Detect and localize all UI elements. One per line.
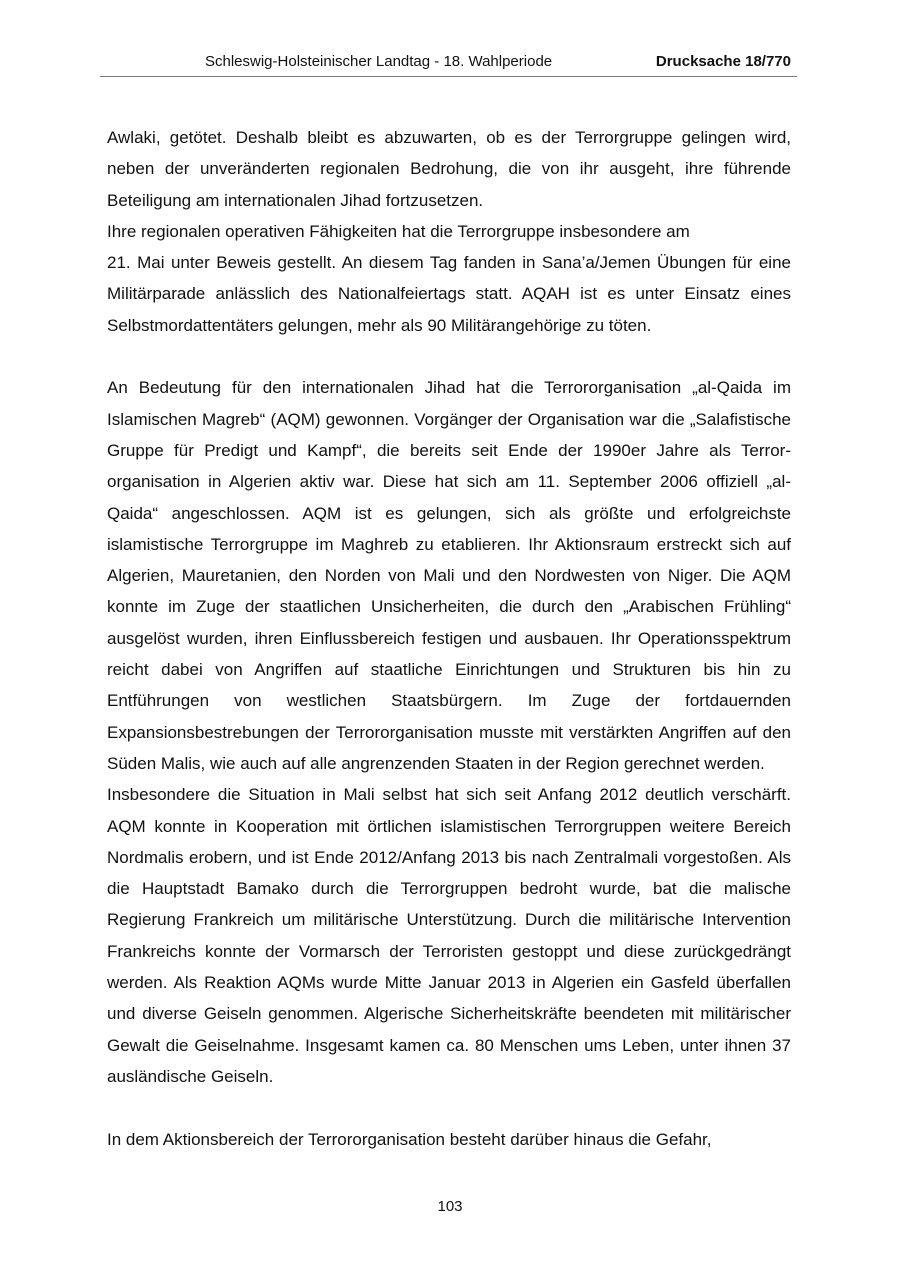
document-number: Drucksache 18/770	[655, 53, 791, 70]
paragraph-aqm: An Bedeutung für den internationalen Jihad hat die Terrororganisation „al-Qaida im Islamischen Magreb“ (AQM) gewonnen. Vorgänger der Organisation war die „Salafistische Gruppe für Predigt und Kampf“, die bereits seit Ende der 1990er Jahre als Terrororganisation in Algerien aktiv war. Diese hat sich am 11. September 2006 offiziell „al-Qaida“ angeschlossen. AQM ist es gelungen, sich als größte und erfolgreichste islamistische Terrorgruppe im Maghreb zu etablieren. Ihr Aktionsraum erstreckt sich auf Algerien, Mauretanien, den Norden von Mali und den Nordwesten von Niger. Die AQM konnte im Zuge der staatlichen Unsicherheiten, die durch den „Arabischen Frühling“ ausgelöst wurden, ihren Einflussbereich festigen und ausbauen. Ihr Operationsspektrum reicht dabei von Angriffen auf staatliche Einrichtungen und Strukturen bis hin zu Entführungen von westlichen Staatsbürgern. Im Zuge der fortdauernden Expansionsbestrebungen der Terrororganisation musste mit verstärkten Angriffen auf den Süden Malis, wie auch auf alle angrenzenden Staaten in der Region gerechnet werden.	[107, 378, 791, 773]
paragraph-regional-capabilities: 21. Mai unter Beweis gestellt. An diesem Tag fanden in Sana’a/Jemen Übungen für eine Militärparade anlässlich des Nationalfeiertags statt. AQAH ist es unter Einsatz eines Selbstmordattentäters gelungen, mehr als 90 Militärangehörige zu töten.	[107, 253, 791, 335]
paragraph-regional-capabilities-intro: Ihre regionalen operativen Fähigkeiten hat die Terrorgruppe insbesondere am	[107, 221, 690, 241]
page-header	[100, 52, 797, 77]
paragraph-action-area: In dem Aktionsbereich der Terrororganisation besteht darüber hinaus die Gefahr,	[107, 1129, 712, 1149]
paragraph-awlaki: Awlaki, getötet. Deshalb bleibt es abzuwarten, ob es der Terrorgruppe gelingen wird, neben der unveränderten regionalen Bedrohung, die von ihr ausgeht, ihre führende Beteiligung am internationalen Jihad fortzusetzen.	[107, 128, 791, 210]
document-body	[107, 122, 791, 1155]
paragraph-mali-situation: Insbesondere die Situation in Mali selbst hat sich seit Anfang 2012 deutlich verschärft. AQM konnte in Kooperation mit örtlichen islamistischen Terrorgruppen weitere Bereich Nordmalis erobern, und ist Ende 2012/Anfang 2013 bis nach Zentralmali vorgestoßen. Als die Hauptstadt Bamako durch die Terrorgruppen bedroht wurde, bat die malische Regierung Frankreich um militärische Unterstützung. Durch die militärische Intervention Frankreichs konnte der Vormarsch der Terroristen gestoppt und diese zurückgedrängt werden. Als Reaktion AQMs wurde Mitte Januar 2013 in Algerien ein Gasfeld überfallen und diverse Geiseln genommen. Algerische Sicherheitskräfte beendeten mit militärischer Gewalt die Geiselnahme. Insgesamt kamen ca. 80 Menschen ums Leben, unter ihnen 37 ausländische Geiseln.	[107, 785, 791, 1086]
header-title: Schleswig-Holsteinischer Landtag - 18. Wahlperiode	[205, 53, 553, 70]
page-number: 103	[437, 1198, 463, 1215]
